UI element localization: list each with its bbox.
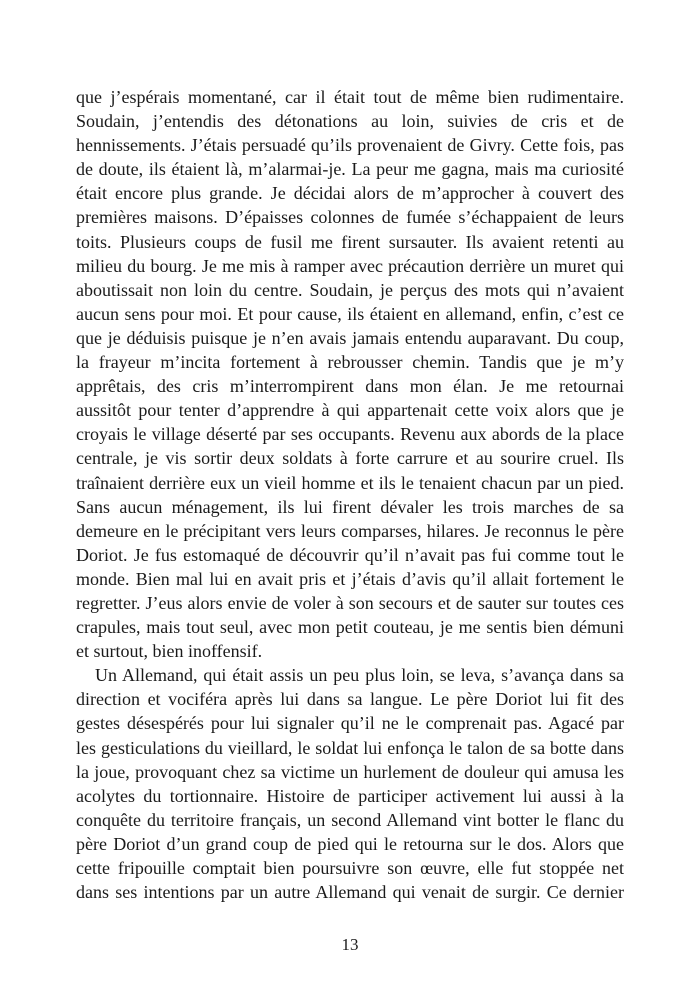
text-line: croyais le village déserté par ses occupants. Revenu aux abords de la place (76, 424, 624, 445)
text-line: de doute, ils étaient là, m’alarmai-je. La peur me gagna, mais ma curiosité (76, 159, 624, 180)
text-line: Doriot. Je fus estomaqué de découvrir qu’il n’avait pas fui comme tout le (76, 544, 624, 565)
text-line: Soudain, j’entendis des détonations au loin, suivies de cris et de (76, 111, 624, 132)
text-line: était encore plus grande. Je décidai alors de m’approcher à couvert des (76, 183, 624, 204)
text-line: demeure en le précipitant vers leurs comparses, hilares. Je reconnus le père (76, 520, 624, 541)
page-body-text (76, 85, 624, 904)
text-line: regretter. J’eus alors envie de voler à son secours et de sauter sur toutes ces (76, 592, 624, 613)
text-line: les gesticulations du vieillard, le soldat lui enfonça le talon de sa botte dans (76, 737, 624, 758)
text-line: que j’espérais momentané, car il était tout de même bien rudimentaire. (76, 87, 624, 107)
page-number: 13 (341, 935, 359, 954)
text-line: conquête du territoire français, un second Allemand vint botter le flanc du (76, 809, 624, 830)
text-line: aboutissait non loin du centre. Soudain, je perçus des mots qui n’avaient (76, 279, 624, 300)
text-line: hennissements. J’étais persuadé qu’ils provenaient de Givry. Cette fois, pas (76, 135, 624, 156)
text-line: Sans aucun ménagement, ils lui firent dévaler les trois marches de sa (76, 496, 624, 517)
text-line: direction et vociféra après lui dans sa langue. Le père Doriot lui fit des (76, 689, 624, 710)
text-line: traînaient derrière eux un vieil homme et ils le tenaient chacun par un pied. (76, 472, 624, 493)
text-line: père Doriot d’un grand coup de pied qui le retourna sur le dos. Alors que (76, 833, 624, 854)
text-line: apprêtais, des cris m’interrompirent dans mon élan. Je me retournai (76, 376, 624, 397)
text-line: acolytes du tortionnaire. Histoire de participer activement lui aussi à la (76, 785, 624, 806)
paragraph (76, 663, 624, 904)
text-line: Un Allemand, qui était assis un peu plus loin, se leva, s’avança dans sa (95, 665, 624, 686)
text-line: la frayeur m’incita fortement à rebrousser chemin. Tandis que je m’y (76, 352, 624, 373)
text-line: la joue, provoquant chez sa victime un hurlement de douleur qui amusa les (76, 761, 624, 782)
text-line: dans ses intentions par un autre Allemand qui venait de surgir. Ce dernier (76, 882, 624, 903)
text-line: cette fripouille comptait bien poursuivre son œuvre, elle fut stoppée net (76, 858, 624, 878)
text-line: aussitôt pour tenter d’apprendre à qui appartenait cette voix alors que je (76, 400, 624, 421)
text-line: gestes désespérés pour lui signaler qu’il ne le comprenait pas. Agacé par (76, 713, 624, 734)
text-line: monde. Bien mal lui en avait pris et j’étais d’avis qu’il allait fortement le (76, 568, 624, 589)
text-line: centrale, je vis sortir deux soldats à forte carrure et au sourire cruel. Ils (76, 448, 624, 469)
text-line: aucun sens pour moi. Et pour cause, ils étaient en allemand, enfin, c’est ce (76, 303, 624, 324)
text-line: milieu du bourg. Je me mis à ramper avec précaution derrière un muret qui (76, 255, 624, 276)
text-line: que je déduisis puisque je n’en avais jamais entendu auparavant. Du coup, (76, 327, 624, 348)
text-line: toits. Plusieurs coups de fusil me firent sursauter. Ils avaient retenti au (76, 231, 624, 252)
paragraph (76, 85, 624, 663)
text-line: et surtout, bien inoffensif. (76, 641, 263, 662)
text-line: premières maisons. D’épaisses colonnes de fumée s’échappaient de leurs (76, 207, 624, 228)
text-line: crapules, mais tout seul, avec mon petit couteau, je me sentis bien démuni (76, 617, 624, 638)
